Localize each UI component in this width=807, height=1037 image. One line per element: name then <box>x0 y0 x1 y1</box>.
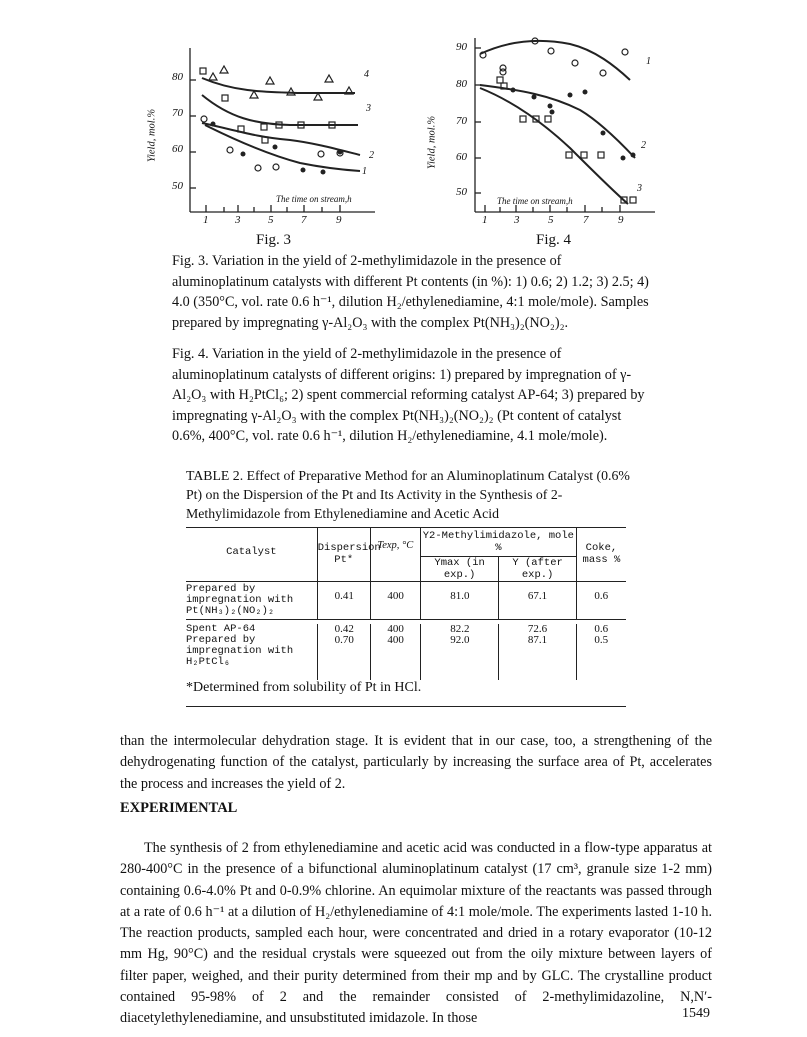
fig3-y-axis-label: Yield, mol.% <box>146 108 158 163</box>
fig4-y-tick-50: 50 <box>456 186 467 198</box>
page-number: 1549 <box>682 1006 710 1021</box>
table2-header-ymax: Ymax (in exp.) <box>421 557 500 581</box>
fig3-x-tick-1: 1 <box>203 214 209 226</box>
fig4-y-tick-70: 70 <box>456 115 467 127</box>
fig4-x-axis-label: The time on stream,h <box>497 196 573 206</box>
fig4-x-tick-3: 3 <box>514 214 520 226</box>
fig3-x-axis-label: The time on stream,h <box>276 194 352 204</box>
table2-footnote: *Determined from solubility of Pt in HCl. <box>186 680 422 695</box>
fig3-label: Fig. 3 <box>256 232 292 248</box>
body-paragraph-2: The synthesis of 2 from ethylenediamine and acetic acid was conducted in a flow-type apparatus at 280-400°C in the presence of a bifunctional aluminoplatinum catalyst (17 cm³, granule size 1-2 mm) containing 0.6-4.0% Pt and 0-0.9% chlorine. An equimolar mixture of the reactants was passed through at a rate of 0.6 h⁻¹ at a dilution of H₂/ethylenediamine of 4:1 mole/mole. The experiments lasted 1-10 h. The reaction products, sampled each hour, were concentrated and dried in a rotary evaporator (10-12 mm Hg, 90°C) and the residual crystals were squeezed out from the oily mixture between layers of filter paper, weighed, and their purity determined from their mp and by GLC. The crystalline product contained 95-98% of 2 and the remainder consisted of 2-methylimidazoline, N,N′-diacetylethylenediamine, and unsubstituted imidazole. In those <box>120 840 712 1027</box>
table-row: Prepared by impregnation with Pt(NH₃)₂(NO₂)₂ 0.41 400 81.0 67.1 0.6 <box>186 583 609 617</box>
fig4-x-tick-9: 9 <box>618 214 624 226</box>
fig4-x-tick-7: 7 <box>583 214 589 226</box>
fig4-x-tick-1: 1 <box>482 214 488 226</box>
body-paragraph-1: than the intermolecular dehydration stage. It is evident that in our case, too, a strengthening of the dehydrogenating function of the catalyst, particularly by increasing the surface area of Pt, accelerates the process and increases the yield of 2. <box>120 733 712 792</box>
table2-header-dispersion: Dispersion Pt* <box>318 528 371 581</box>
fig4-y-tick-80: 80 <box>456 78 467 90</box>
fig4-x-tick-5: 5 <box>548 214 554 226</box>
fig3-x-tick-9: 9 <box>336 214 342 226</box>
table2-header-y: Y (after exp.) <box>512 557 563 581</box>
figure-3-plot <box>150 40 385 235</box>
fig4-curve-label-2: 2 <box>641 140 646 151</box>
fig3-y-tick-80: 80 <box>172 71 183 83</box>
fig3-curve-label-3: 3 <box>366 103 371 114</box>
fig3-curve-label-2: 2 <box>369 150 374 161</box>
fig3-curve-label-4: 4 <box>364 69 369 80</box>
fig3-y-tick-60: 60 <box>172 143 183 155</box>
fig4-y-tick-90: 90 <box>456 41 467 53</box>
table2-header-coke: Coke, mass % <box>582 542 621 566</box>
fig3-x-tick-3: 3 <box>235 214 241 226</box>
fig3-x-tick-5: 5 <box>268 214 274 226</box>
fig4-curve-label-1: 1 <box>646 56 651 67</box>
table2-title: TABLE 2. Effect of Preparative Method for an Aluminoplatinum Catalyst (0.6% Pt) on the Dispersion of the Pt and Its Activity in the Synthesis of 2-Methylimidazole from Ethylenediamine and Acetic Acid <box>186 468 630 521</box>
fig4-y-tick-60: 60 <box>456 151 467 163</box>
fig3-curve-label-1: 1 <box>362 166 367 177</box>
table-row: Prepared by impregnation with H₂PtCl₆ 0.70 400 92.0 87.1 0.5 <box>186 635 626 680</box>
table2-header-texp: Texp, °C <box>371 528 421 581</box>
fig4-y-axis-label: Yield, mol.% <box>426 115 438 170</box>
table2-header-catalyst: Catalyst <box>186 528 318 581</box>
section-heading-experimental: EXPERIMENTAL <box>120 800 238 816</box>
fig3-x-tick-7: 7 <box>301 214 307 226</box>
fig3-caption: Fig. 3. Variation in the yield of 2-methylimidazole in the presence of aluminoplatinum catalysts with different Pt contents (in %): 1) 0.6; 2) 1.2; 3) 2.5; 4) 4.0 (350°C, vol. rate 0.6 h⁻¹, dilution H₂/ethylenediamine, 4:1 mole/mole). Samples prepared by impregnating γ-Al₂O₃ with the complex Pt(NH₃)₂(NO₂)₂. <box>172 253 649 331</box>
fig4-caption: Fig. 4. Variation in the yield of 2-methylimidazole in the presence of aluminoplatinum catalysts of different origins: 1) prepared by impregnation of γ-Al₂O₃ with H₂PtCl₆; 2) spent commercial reforming catalyst AP-64; 3) prepared by impregnating γ-Al₂O₃ with the complex Pt(NH₃)₂(NO₂)₂ (Pt content of catalyst 0.6%, 400°C, vol. rate 0.6 h⁻¹, dilution H₂/ethylenediamine, 4.1 mole/mole). <box>172 346 645 444</box>
table2-header-group: Y2-Methylimidazole, mole % <box>421 528 576 557</box>
fig4-label: Fig. 4 <box>536 232 572 248</box>
fig4-curve-label-3: 3 <box>637 183 642 194</box>
table-row: Spent AP-64 0.42 400 82.2 72.6 0.6 <box>186 623 609 635</box>
fig3-y-tick-50: 50 <box>172 180 183 192</box>
fig3-y-tick-70: 70 <box>172 107 183 119</box>
